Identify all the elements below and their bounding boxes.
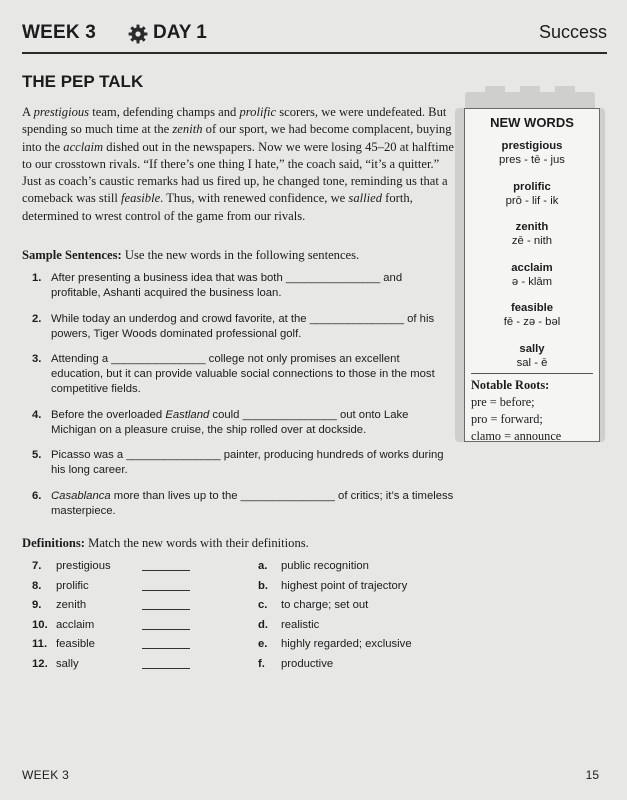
definition-word: prestigious: [56, 560, 111, 572]
definition-letter: f.: [258, 657, 265, 670]
vocab-word: Casablanca: [51, 489, 111, 502]
text-run: forth, determined to wrest control of the game from our rivals.: [22, 191, 413, 223]
sample-sentence: [22, 271, 454, 301]
sentence-number: 4.: [32, 408, 42, 421]
header-rule: [22, 52, 607, 54]
answer-blank[interactable]: [142, 648, 190, 649]
new-word: prolific: [513, 180, 551, 193]
definition-word: zenith: [56, 599, 87, 611]
text-run: more than lives up to the _______________ of critics; it’s a timeless masterpiece.: [51, 489, 454, 517]
text-run: team, defending champs and: [89, 105, 240, 119]
sample-sentences-text: Use the new words in the following sentences.: [121, 248, 360, 262]
answer-blank[interactable]: [142, 629, 190, 630]
passage-text: [22, 104, 454, 225]
definition-text: realistic: [281, 618, 320, 631]
definitions-text: Match the new words with their definitions.: [84, 536, 309, 550]
new-word: acclaim: [511, 261, 553, 274]
vocab-word: feasible: [120, 191, 161, 206]
day-label: DAY 1: [153, 22, 207, 43]
definition-row: [22, 560, 582, 580]
definition-letter: e.: [258, 638, 268, 650]
definition-text: highest point of trajectory: [281, 579, 408, 592]
text-run: A: [22, 105, 34, 119]
definition-row: [22, 580, 582, 600]
topic-label: Success: [538, 22, 607, 42]
sample-sentence: [22, 448, 454, 478]
definition-number: 7.: [32, 560, 42, 572]
vocab-word: acclaim: [63, 139, 104, 154]
definition-text: highly regarded; exclusive: [281, 638, 412, 650]
vocab-word: Eastland: [165, 408, 210, 421]
definition-text: to charge; set out: [281, 599, 369, 611]
answer-blank[interactable]: [142, 668, 190, 669]
definition-number: 12.: [32, 657, 48, 670]
page-title: THE PEP TALK: [22, 72, 144, 91]
definitions-list: [22, 560, 582, 677]
definition-letter: b.: [258, 579, 269, 592]
text-run: Attending a _______________ college not only promises an excellent education, but it can provide valuable social connections to those in the most competitive fields.: [51, 353, 435, 395]
page-header: [22, 22, 607, 48]
vocab-word: sallied: [348, 191, 383, 206]
new-word-pronunciation: zē - nith: [511, 235, 553, 247]
sentence-number: 5.: [32, 449, 42, 461]
root-entry: pre = before;: [471, 395, 535, 409]
notable-roots-title: Notable Roots:: [471, 378, 550, 392]
definition-text: public recognition: [281, 560, 369, 572]
new-word: feasible: [510, 302, 554, 314]
new-words-entries: [465, 139, 599, 382]
footer-week: WEEK 3: [22, 768, 70, 782]
definition-number: 10.: [32, 618, 48, 631]
sentence-number: 1.: [32, 272, 42, 284]
new-word-pronunciation: pres - tē - jus: [499, 154, 565, 166]
definition-word: feasible: [56, 638, 95, 650]
sample-sentence: [22, 489, 454, 519]
sample-sentence: [22, 408, 454, 438]
root-entry: pro = forward;: [471, 412, 543, 426]
new-word: prestigious: [501, 140, 563, 152]
sample-sentences-instruction: [22, 248, 359, 263]
new-word-pronunciation: fē - zə - bəl: [503, 316, 561, 328]
new-word-pronunciation: ə - klām: [511, 275, 553, 288]
text-run: After presenting a business idea that was both _______________ and profitable, Ashanti acquired the business loan.: [51, 272, 403, 299]
definition-letter: a.: [258, 560, 268, 572]
definition-word: acclaim: [56, 618, 95, 631]
answer-blank[interactable]: [142, 609, 190, 610]
text-run: Picasso was a _______________ painter, producing hundreds of works during his long career.: [51, 449, 444, 476]
sentence-number: 2.: [32, 312, 42, 325]
sample-sentence: [22, 312, 454, 342]
definition-number: 9.: [32, 599, 42, 611]
definition-number: 11.: [32, 638, 48, 650]
vocab-word: zenith: [172, 122, 203, 137]
definition-letter: c.: [258, 599, 268, 611]
definition-text: productive: [281, 657, 334, 670]
definitions-label: Definitions:: [22, 536, 85, 550]
answer-blank[interactable]: [142, 570, 190, 571]
sample-sentences-label: Sample Sentences:: [22, 248, 122, 262]
sample-sentence: [22, 352, 454, 397]
sample-sentences-list: [22, 271, 454, 529]
vocab-word: prolific: [239, 105, 277, 119]
notable-roots: [471, 377, 597, 445]
definition-word: prolific: [56, 579, 89, 592]
page-number: 15: [585, 768, 599, 782]
definition-letter: d.: [258, 618, 269, 631]
week-label: WEEK 3: [22, 22, 97, 43]
new-word: zenith: [515, 221, 549, 233]
definition-row: [22, 658, 582, 678]
definition-word: sally: [56, 657, 79, 670]
text-run: Before the overloaded: [51, 408, 166, 421]
sentence-number: 3.: [32, 353, 42, 365]
vocab-word: prestigious: [33, 105, 90, 119]
text-run: dished out in the newspapers. Now we were losing 45–20 at halftime to our crosstown rivals. “If there’s one thing I hate,” the coach said, “it’s a quitter.” Just as coach’s caustic remarks had us fired up, he changed tone, reminding us that a comeback was still: [22, 139, 454, 206]
definition-row: [22, 599, 582, 619]
definition-row: [22, 638, 582, 658]
sentence-number: 6.: [32, 489, 42, 502]
gear-icon: [128, 24, 148, 44]
text-run: While today an underdog and crowd favorite, at the _______________ of his powers, Tiger Woods dominated professional golf.: [51, 312, 435, 340]
new-word-pronunciation: prō - lif - ik: [505, 194, 559, 207]
new-word-pronunciation: sal - ē: [516, 356, 548, 369]
new-word: sally: [519, 342, 545, 355]
text-run: scorers, we were undefeated. But spending so much time at the: [22, 105, 447, 137]
text-run: of our sport, we had become complacent, buying into the: [22, 122, 452, 154]
answer-blank[interactable]: [142, 590, 190, 591]
root-entry: clamo = announce: [471, 429, 562, 443]
definition-number: 8.: [32, 579, 42, 592]
new-words-heading: NEW WORDS: [490, 115, 574, 130]
text-run: . Thus, with renewed confidence, we: [160, 191, 349, 206]
text-run: could _______________ out onto Lake Michigan on a pleasure cruise, the ship rolled over at dockside.: [51, 408, 409, 436]
definition-row: [22, 619, 582, 639]
new-words-box: [464, 108, 600, 442]
roots-divider: [471, 373, 593, 374]
definitions-instruction: [22, 536, 309, 551]
